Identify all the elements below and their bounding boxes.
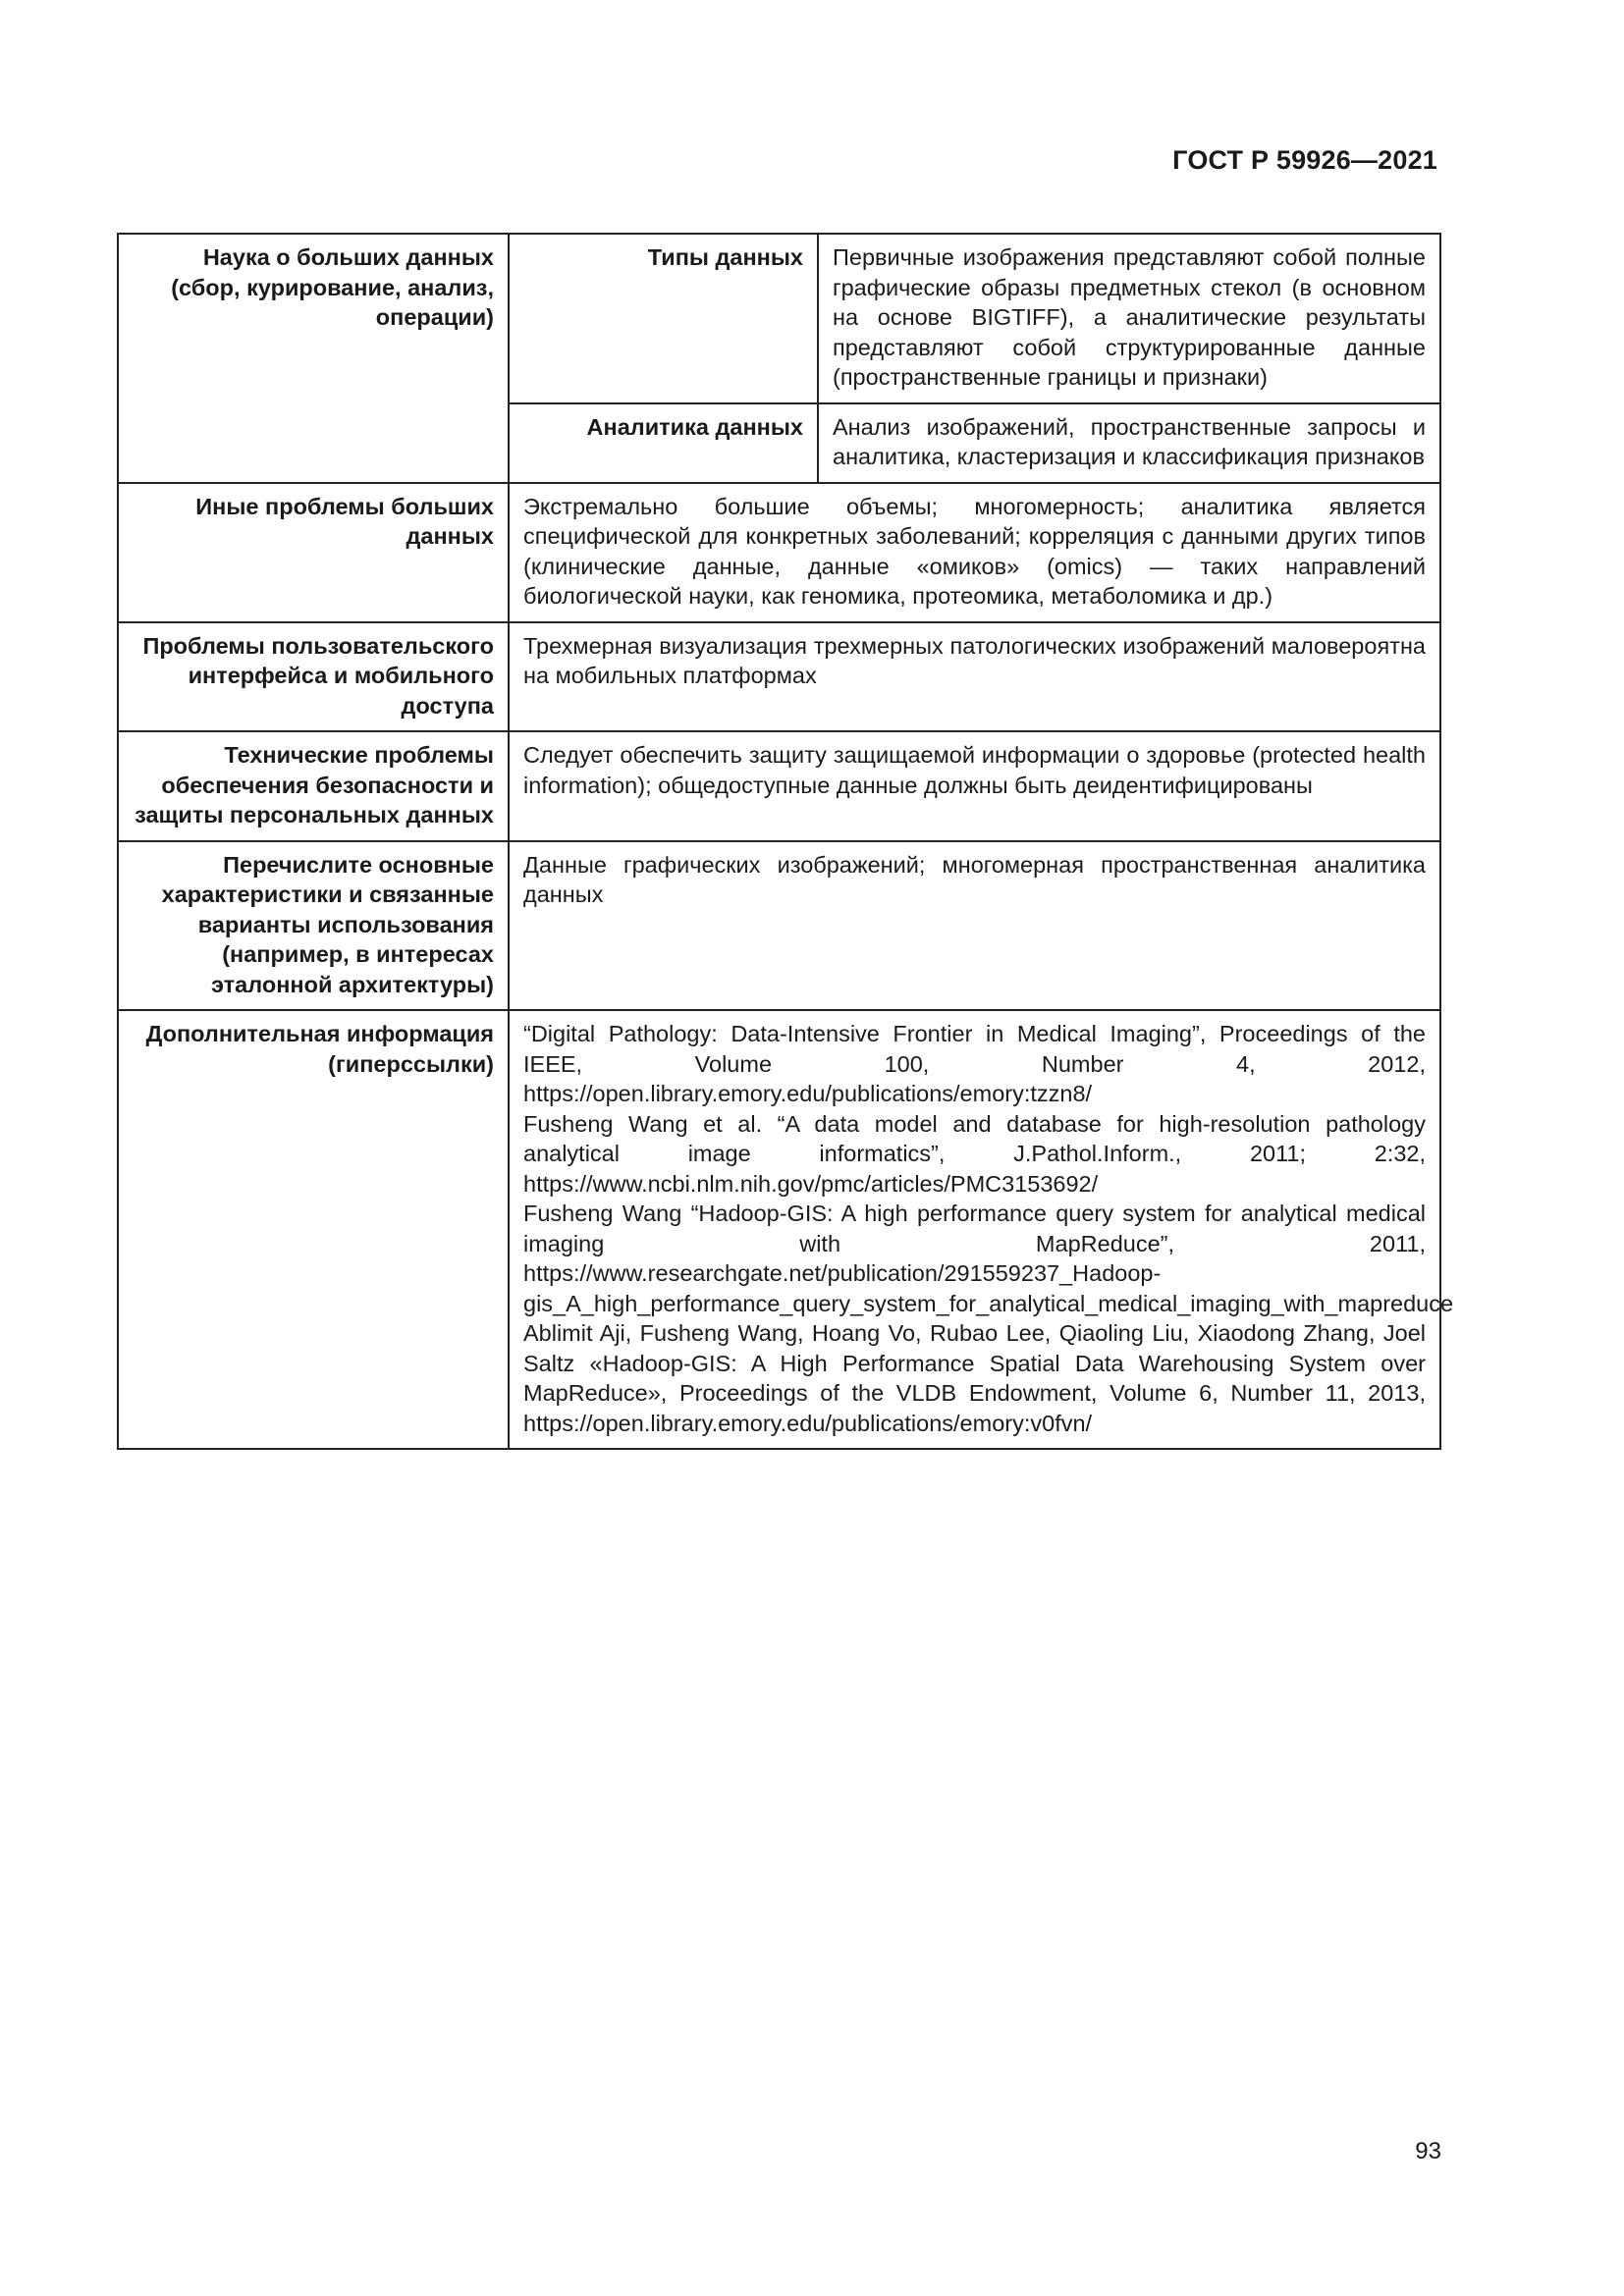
characteristics-label: Перечислите основные характеристики и связанные варианты использования (например, в интересах эталонной архитектуры) xyxy=(118,841,509,1011)
other-problems-label: Иные проблемы больших данных xyxy=(118,483,509,622)
reference-item: Fusheng Wang et al. “A data model and database for high-resolution pathology analytical image informatics”, J.Pathol.Inform., 2011; 2:32, https://www.ncbi.nlm.nih.gov/pmc/articles/PMC3153692/ xyxy=(523,1110,1426,1197)
security-label: Технические проблемы обеспечения безопасности и защиты персональных данных xyxy=(118,731,509,841)
data-types-text: Первичные изображения представляют собой полные графические образы предметных стекол (в основном на основе BIGTIFF), а аналитические результаты представляют собой структурированные данные (пространственные границы и признаки) xyxy=(818,234,1440,403)
table-row-ui-mobile xyxy=(118,622,1440,732)
data-analytics-text: Анализ изображений, пространственные запросы и аналитика, кластеризация и классификация признаков xyxy=(818,403,1440,483)
other-problems-text: Экстремально большие объемы; многомерность; аналитика является специфической для конкретных заболеваний; корреляция с данными других типов (клинические данные, данные «омиков» (omics) — таких направлений биологической науки, как геномика, протеомика, метаболомика и др.) xyxy=(509,483,1440,622)
table-row-security xyxy=(118,731,1440,841)
use-case-table xyxy=(117,233,1454,1450)
table-row-additional-info xyxy=(118,1010,1440,1449)
ui-mobile-text: Трехмерная визуализация трехмерных патологических изображений маловероятна на мобильных платформах xyxy=(509,622,1440,732)
ui-mobile-label: Проблемы пользовательского интерфейса и мобильного доступа xyxy=(118,622,509,732)
big-data-science-label: Наука о больших данных (сбор, курирование, анализ, операции) xyxy=(118,234,509,483)
table-row-data-types xyxy=(118,234,1440,403)
page-header-standard-code: ГОСТ Р 59926—2021 xyxy=(1172,145,1437,175)
security-text: Следует обеспечить защиту защищаемой информации о здоровье (protected health information); общедоступные данные должны быть деидентифицированы xyxy=(509,731,1440,841)
table-row-characteristics xyxy=(118,841,1440,1011)
characteristics-text: Данные графических изображений; многомерная пространственная аналитика данных xyxy=(509,841,1440,1011)
page-number: 93 xyxy=(1415,2138,1441,2164)
additional-info-label: Дополнительная информация (гиперссылки) xyxy=(118,1010,509,1449)
table-row-other-problems xyxy=(118,483,1440,622)
data-types-label: Типы данных xyxy=(509,234,818,403)
reference-item: Fusheng Wang “Hadoop-GIS: A high performance query system for analytical medical imaging with MapReduce”, 2011, https://www.researchgate.net/publication/291559237_Hadoop-gis_A_high_performance_query_system_for_analytical_medical_imaging_with_mapreduce xyxy=(523,1201,1454,1316)
reference-item: “Digital Pathology: Data-Intensive Frontier in Medical Imaging”, Proceedings of the IEEE, Volume 100, Number 4, 2012, https://open.library.emory.edu/publications/emory:tzzn8/ xyxy=(523,1021,1426,1106)
reference-item: Ablimit Aji, Fusheng Wang, Hoang Vo, Rubao Lee, Qiaoling Liu, Xiaodong Zhang, Joel Saltz «Hadoop-GIS: A High Performance Spatial Data Warehousing System over MapReduce», Proceedings of the VLDB Endowment, Volume 6, Number 11, 2013, https://open.library.emory.edu/publications/emory:v0fvn/ xyxy=(523,1320,1426,1436)
data-analytics-label: Аналитика данных xyxy=(509,403,818,483)
additional-info-references xyxy=(509,1010,1454,1449)
